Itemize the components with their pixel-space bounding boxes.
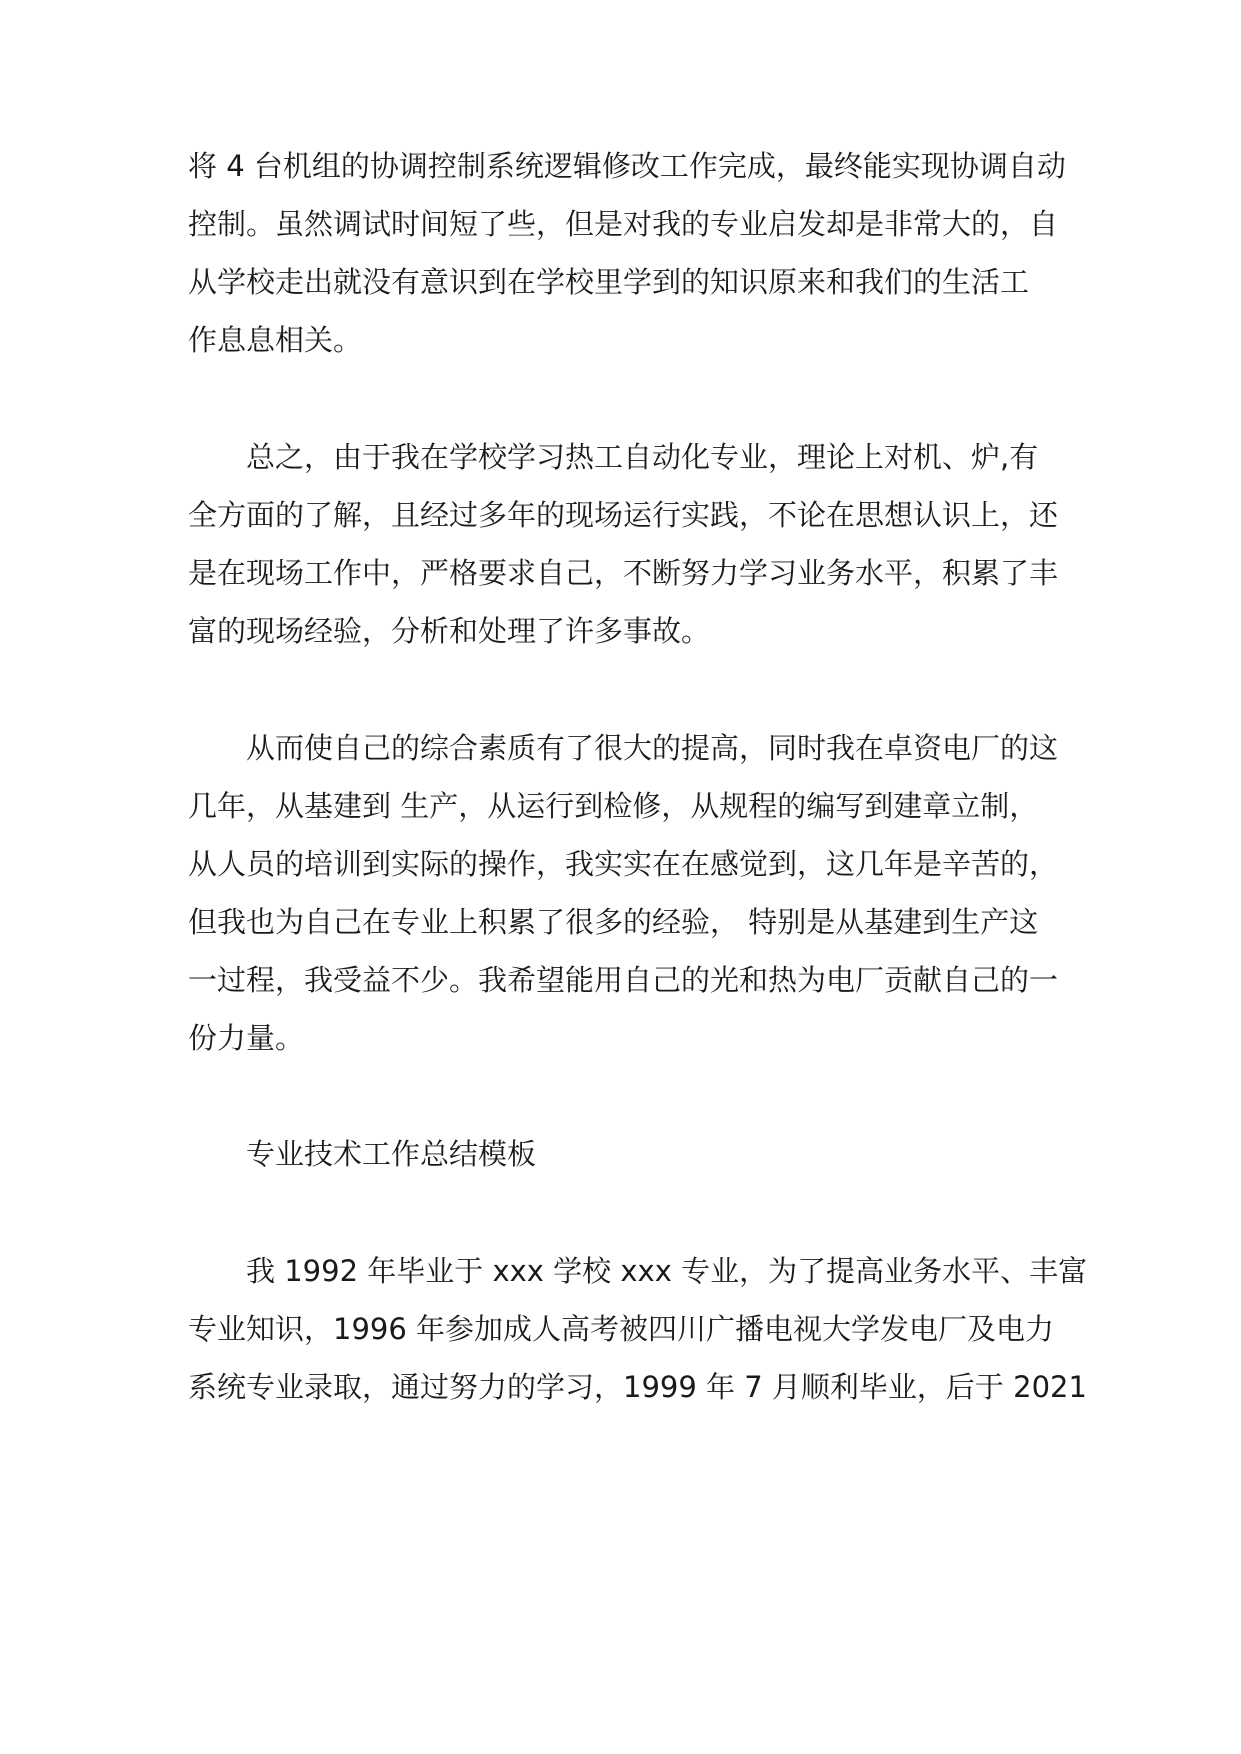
section-heading: 专业技术工作总结模板 (246, 1137, 537, 1171)
text-line: 但我也为自己在专业上积累了很多的经验， 特别是从基建到生产这 (188, 905, 1039, 939)
text-line: 系统专业录取，通过努力的学习，1999 年 7 月顺利毕业，后于 2021 (188, 1370, 1087, 1404)
text-line: 总之，由于我在学校学习热工自动化专业，理论上对机、炉,有 (246, 440, 1039, 474)
text-line: 专业知识，1996 年参加成人高考被四川广播电视大学发电厂及电力 (188, 1312, 1055, 1346)
text-line: 从学校走出就没有意识到在学校里学到的知识原来和我们的生活工 (188, 265, 1030, 299)
text-line: 我 1992 年毕业于 xxx 学校 xxx 专业，为了提高业务水平、丰富 (246, 1254, 1088, 1288)
text-line: 一过程，我受益不少。我希望能用自己的光和热为电厂贡献自己的一 (188, 963, 1059, 997)
text-line: 份力量。 (188, 1021, 305, 1055)
text-line: 从而使自己的综合素质有了很大的提高，同时我在卓资电厂的这 (246, 731, 1059, 765)
text-line: 全方面的了解，且经过多年的现场运行实践，不论在思想认识上，还 (188, 498, 1059, 532)
text-line: 将 4 台机组的协调控制系统逻辑修改工作完成，最终能实现协调自动 (188, 149, 1066, 183)
text-line: 富的现场经验，分析和处理了许多事故。 (188, 614, 711, 648)
text-line: 从人员的培训到实际的操作，我实实在在感觉到，这几年是辛苦的， (188, 847, 1059, 881)
text-line: 控制。虽然调试时间短了些，但是对我的专业启发却是非常大的，自 (188, 207, 1059, 241)
text-line: 几年，从基建到 生产，从运行到检修，从规程的编写到建章立制， (188, 789, 1039, 823)
text-line: 作息息相关。 (188, 323, 363, 357)
text-line: 是在现场工作中，严格要求自己，不断努力学习业务水平，积累了丰 (188, 556, 1059, 590)
